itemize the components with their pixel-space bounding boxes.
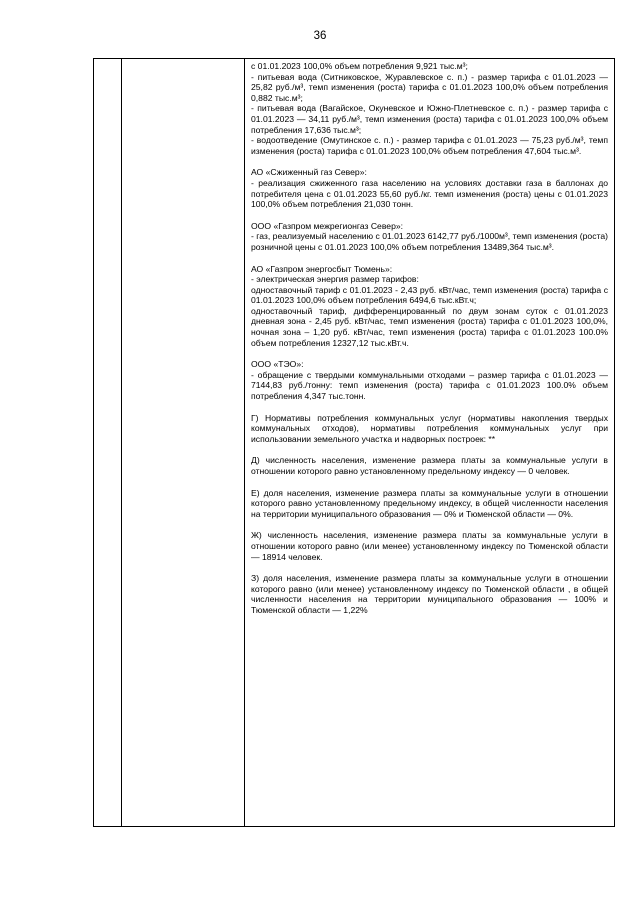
provider-title: АО «Сжиженный газ Север»: (251, 167, 367, 178)
water-line: с 01.01.2023 100,0% объем потребления 9,921 тыс.м³; (251, 61, 468, 71)
provider-text: одноставочный тариф, дифференцированный по двум зонам суток с 01.01.2023 дневная зона - 2,45 руб. кВт/час, темп изменения (роста) тарифа с 01.01.2023 100,0%, ночная зона – 1,20 руб. кВт/час, темп изменения (роста) тарифа с 01.01.2023 100.0% объем потребления 12327,12 тыс.кВт.ч. (251, 305, 608, 348)
section-zh: Ж) численность населения, изменение размера платы за коммунальные услуги в отношении которого равно (или менее) установленному индексу по Тюменской области — 18914 человек. (251, 530, 608, 562)
water-tariffs-block (251, 61, 608, 156)
page-number: 36 (313, 30, 327, 42)
gazprom-mezhregiongaz-block (251, 221, 608, 253)
provider-text: - реализация сжиженного газа населению на условиях доставки газа в баллонах до потребителя цена с 01.01.2023 55,60 руб./кг. темп изменения (роста) цены с 01.01.2023 100,0% объем потребления 21,030 тонн. (251, 177, 608, 210)
provider-title: ООО «Газпром межрегионгаз Север»: (251, 220, 404, 231)
provider-text: одноставочный тариф с 01.01.2023 - 2,43 руб. кВт/час, темп изменения (роста) тарифа с 01.01.2023 100,0% объем потребления 6494,6 тыс.кВт.ч; (251, 284, 608, 306)
section-d: Д) численность населения, изменение размера платы за коммунальные услуги в отношении которого равно установленному предельному индексу — 0 человек. (251, 455, 608, 476)
provider-title: АО «Газпром энергосбыт Тюмень»: (251, 263, 393, 274)
column-divider (244, 59, 245, 826)
water-line: - водоотведение (Омутинское с. п.) - размер тарифа с 01.01.2023 — 75,23 руб./м³, темп изменения (роста) тарифа с 01.01.2023 100,0% объем потребления 47,604 тыс.м³. (251, 135, 608, 156)
provider-text: - газ, реализуемый населению с 01.01.2023 6142,77 руб./1000м³, темп изменения (роста) розничной цены с 01.01.2023 100,0% объем потребления 13489,364 тыс.м³. (251, 231, 608, 252)
section-z: З) доля населения, изменение размера платы за коммунальные услуги в отношении которого равно (или менее) установленному индексу по Тюменской области , в общей численности населения на территории муниципального образования — 100% и Тюменской области — 1,22% (251, 573, 608, 615)
section-e: Е) доля населения, изменение размера платы за коммунальные услуги в отношении которого равно установленному предельному индексу, в общей численности населения на территории муниципального образования — 0% и Тюменской области — 0%. (251, 487, 608, 519)
water-line: - питьевая вода (Ситниковское, Журавлевское с. п.) - размер тарифа с 01.01.2023 — 25,82 руб./м³, темп изменения (роста) тарифа с 01.01.2023 100,0% объем потребления 0,882 тыс.м³; (251, 71, 608, 103)
content-cell (251, 61, 608, 627)
provider-text: - обращение с твердыми коммунальными отходами – размер тарифа с 01.01.2023 — 7144,83 руб./тонну: темп изменения (роста) тарифа с 01.01.2023 100.0% объем потребления 4,347 тыс.тонн. (251, 369, 608, 402)
teo-block (251, 359, 608, 401)
document-table (93, 58, 615, 827)
gazprom-energosbyt-block (251, 264, 608, 349)
provider-title: ООО «ТЭО»: (251, 359, 304, 370)
water-line: - питьевая вода (Вагайское, Окуневское и Южно-Плетневское с. п.) - размер тарифа с 01.01.2023 — 34,11 руб./м³, темп изменения (роста) тарифа с 01.01.2023 100,0% объем потребления 17,636 тыс.м³; (251, 103, 608, 135)
provider-text: - электрическая энергия размер тарифов: (251, 274, 419, 285)
gas-sever-block (251, 167, 608, 209)
column-divider (121, 59, 122, 826)
section-g: Г) Нормативы потребления коммунальных услуг (нормативы накопления твердых коммунальных отходов), нормативы потребления коммунальных услуг при использовании земельного участка и надворных построек: ** (251, 412, 608, 444)
